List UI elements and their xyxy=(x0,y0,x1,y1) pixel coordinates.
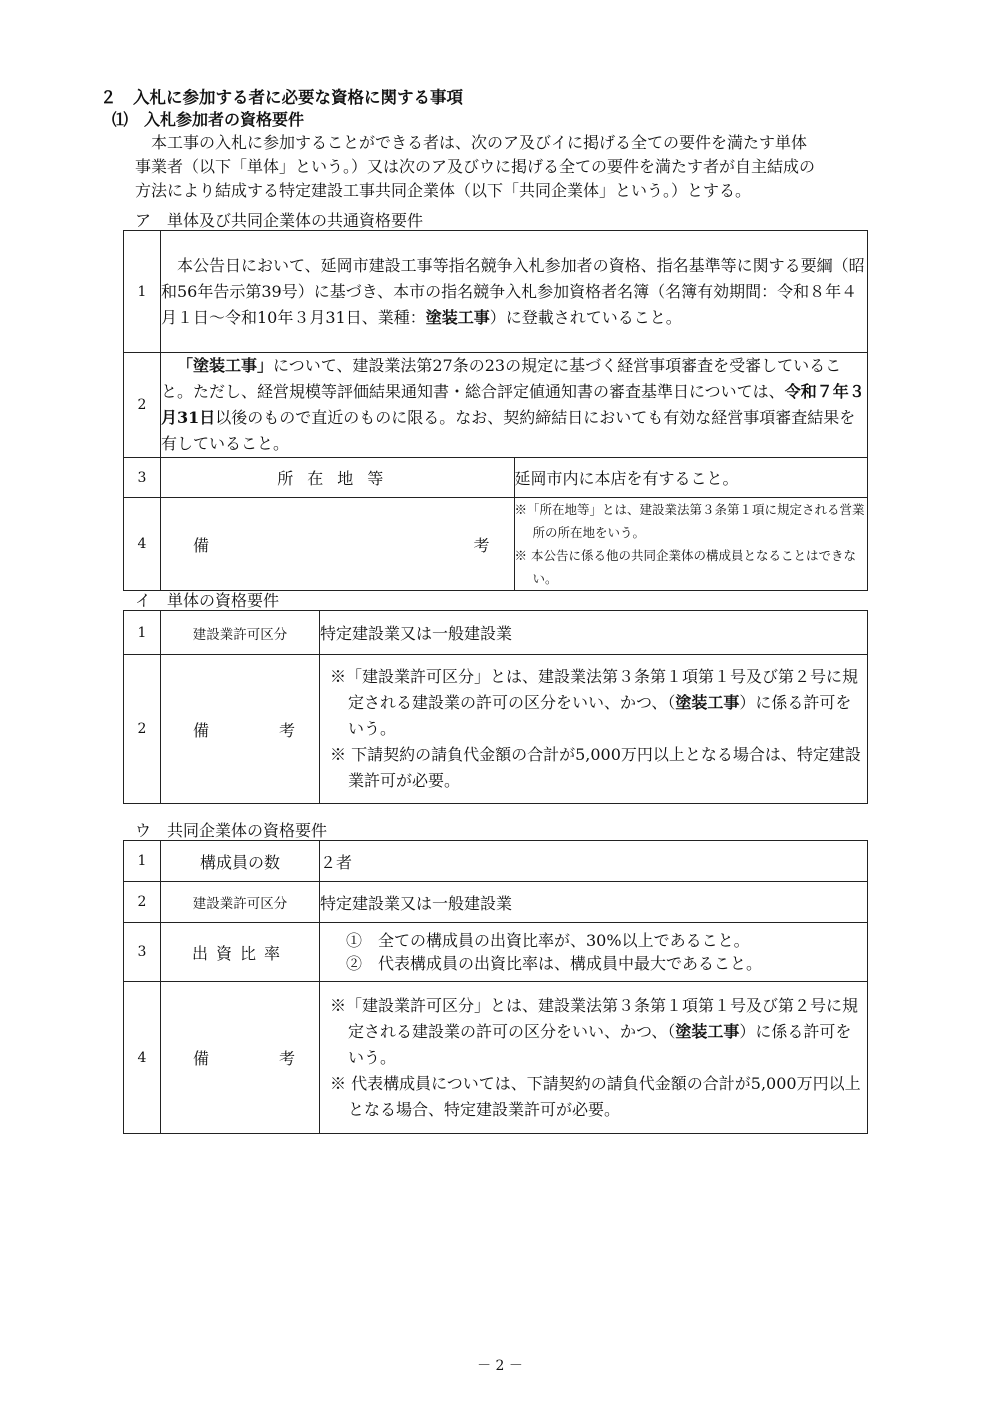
remark-note: ※「建設業許可区分」とは、建設業法第３条第１項第１号及び第２号に規定される建設業の許可の区分をいい、かつ、（塗装工事）に係る許可をいう。 xyxy=(330,995,859,1067)
row-number: 4 xyxy=(124,982,161,1134)
row-label xyxy=(161,655,320,804)
remarks-label-b: 考 xyxy=(278,1049,295,1068)
remarks-label-a: 備 xyxy=(193,535,210,555)
remarks-cell xyxy=(320,655,868,804)
table-row xyxy=(124,841,868,882)
intro-line-1: 本工事の入札に参加することができる者は、次のア及びイに掲げる全ての要件を満たす単体 xyxy=(151,133,808,152)
table-u-caption: ウ 共同企業体の資格要件 xyxy=(135,821,328,840)
table-row xyxy=(124,982,868,1134)
page-number: － 2 － xyxy=(477,1358,523,1374)
location-label: 所在地等 xyxy=(277,469,398,488)
section-heading: ２ 入札に参加する者に必要な資格に関する事項 xyxy=(100,88,463,107)
joint-venture-requirements-table xyxy=(123,840,868,1134)
table-row xyxy=(124,882,868,923)
remarks-cell xyxy=(320,982,868,1134)
remarks-label-b: 考 xyxy=(278,720,295,740)
license-label: 建設業許可区分 xyxy=(161,611,320,655)
member-count-label: 構成員の数 xyxy=(161,841,320,882)
row-number: 3 xyxy=(124,458,161,498)
row-number: 1 xyxy=(124,611,161,655)
row-number: 4 xyxy=(124,498,161,591)
row-label xyxy=(161,923,320,982)
roster-requirement xyxy=(161,231,868,353)
license-value: 特定建設業又は一般建設業 xyxy=(320,611,868,655)
roster-text: 本公告日において、延岡市建設工事等指名競争入札参加者の資格、指名基準等に関する要綱（昭和56年告示第39号）に基づき、本市の指名競争入札参加資格者名簿（名簿有効期間：令和８年４月１日～令和10年３月31日、業種： xyxy=(161,255,865,327)
remark-note: ※「建設業許可区分」とは、建設業法第３条第１項第１号及び第２号に規定される建設業の許可の区分をいい、かつ、（塗装工事）に係る許可をいう。 xyxy=(330,667,859,738)
trade-name: 塗装工事 xyxy=(425,307,490,327)
trade-name: 塗装工事 xyxy=(675,693,740,712)
investment-ratio-rule: ① 全ての構成員の出資比率が、30%以上であること。 xyxy=(346,931,750,950)
member-count-value: ２者 xyxy=(320,841,868,882)
table-row xyxy=(124,923,868,982)
table-row xyxy=(124,655,868,804)
intro-line-2: 事業者（以下「単体」という。）又は次のア及びウに掲げる全ての要件を満たす者が自主結成の xyxy=(135,157,816,176)
single-entity-requirements-table xyxy=(123,610,868,804)
row-number: 1 xyxy=(124,231,161,353)
investment-ratio-rule: ② 代表構成員の出資比率は、構成員中最大であること。 xyxy=(346,954,763,973)
review-text-end: 以後のもので直近のものに限る。なお、契約締結日においても有効な経営事項審査結果を有していること。 xyxy=(161,408,856,453)
table-row xyxy=(124,458,868,498)
trade-name: 「塗装工事」 xyxy=(177,356,274,375)
intro-paragraph xyxy=(135,131,907,203)
row-number: 2 xyxy=(124,655,161,804)
sub-heading: ⑴ 入札参加者の資格要件 xyxy=(112,110,305,129)
license-value: 特定建設業又は一般建設業 xyxy=(320,882,868,923)
remark-note: ※ 代表構成員については、下請契約の請負代金額の合計が5,000万円以上となる場合、特定建設業許可が必要。 xyxy=(330,1073,861,1119)
table-row xyxy=(124,611,868,655)
common-requirements-table xyxy=(123,230,868,591)
intro-line-3: 方法により結成する特定建設工事共同企業体（以下「共同企業体」という。）とする。 xyxy=(135,181,752,200)
remark-note: ※ 本公告に係る他の共同企業体の構成員となることはできない。 xyxy=(514,548,856,586)
row-number: 2 xyxy=(124,353,161,458)
roster-text-end: ）に登載されていること。 xyxy=(489,307,682,327)
remarks-label-a: 備 xyxy=(193,1049,210,1068)
table-i-caption: イ 単体の資格要件 xyxy=(135,591,280,610)
remark-note: ※「所在地等」とは、建設業法第３条第１項に規定される営業所の所在地をいう。 xyxy=(514,502,865,540)
business-review-requirement xyxy=(161,353,868,458)
row-label xyxy=(161,498,515,591)
review-base-date: 令和７年３月31日 xyxy=(161,382,865,427)
row-number: 1 xyxy=(124,841,161,882)
table-row xyxy=(124,498,868,591)
remarks-label-a: 備 xyxy=(193,720,210,740)
license-label: 建設業許可区分 xyxy=(161,882,320,923)
table-a-caption: ア 単体及び共同企業体の共通資格要件 xyxy=(135,211,424,230)
investment-ratio-label: 出資比率 xyxy=(191,943,288,963)
location-value: 延岡市内に本店を有すること。 xyxy=(514,458,868,498)
remarks-label-b: 考 xyxy=(473,535,490,555)
investment-ratio-cell xyxy=(320,923,868,982)
row-label xyxy=(161,982,320,1134)
remark-note: ※ 下請契約の請負代金額の合計が5,000万円以上となる場合は、特定建設業許可が必要。 xyxy=(330,745,861,790)
table-row xyxy=(124,231,868,353)
trade-name: 塗装工事 xyxy=(675,1021,740,1041)
table-row xyxy=(124,353,868,458)
row-label xyxy=(161,458,515,498)
row-number: 3 xyxy=(124,923,161,982)
row-number: 2 xyxy=(124,882,161,923)
review-text: について、建設業法第27条の23の規定に基づく経営事項審査を受審していること。ただし、経営規模等評価結果通知書・総合評定値通知書の審査基準日については、 xyxy=(161,356,842,401)
remarks-cell xyxy=(514,498,868,591)
